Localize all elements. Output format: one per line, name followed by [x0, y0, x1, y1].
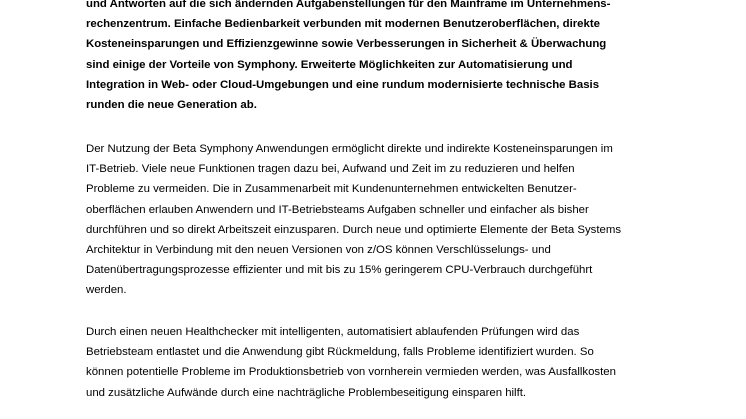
lead-line: sind einige der Vorteile von Symphony. Erweiterte Möglichkeiten zur Automatisierung und: [86, 58, 573, 71]
body-line: Datenübertragungsprozesse effizienter und mit bis zu 15% geringerem CPU-Verbrauch durchgeführt: [86, 264, 593, 277]
body-line: Architektur in Verbindung mit den neuen Versionen von z/OS können Verschlüsselungs- und: [86, 244, 551, 257]
body-line: oberflächen erlauben Anwendern und IT-Betriebsteams Aufgaben schneller und einfacher als bisher: [86, 203, 589, 216]
lead-paragraph: [86, 0, 610, 115]
body-line: IT-Betrieb. Viele neue Funktionen tragen dazu bei, Aufwand und Zeit im zu reduzieren und helfen: [86, 163, 575, 176]
body-line: Betriebsteam entlastet und die Anwendung gibt Rückmeldung, falls Probleme identifiziert wurden. So: [86, 346, 594, 359]
body-line: durchführen und so direkt Arbeitszeit einzusparen. Durch neue und optimierte Elemente der Beta Systems: [86, 223, 622, 236]
body-line: und zusätzliche Aufwände durch eine nachträgliche Problembeseitigung einsparen hilft.: [86, 386, 527, 399]
body-line: werden.: [86, 284, 127, 297]
lead-line: rechenzentrum. Einfache Bedienbarkeit verbunden mit modernen Benutzeroberflächen, direkte: [86, 18, 600, 31]
lead-line: Kosteneinsparungen und Effizienzgewinne sowie Verbesserungen in Sicherheit & Überwachung: [86, 38, 607, 51]
lead-line: Integration in Web- oder Cloud-Umgebungen und eine rundum modernisierte technische Basis: [86, 78, 600, 91]
lead-line: und Antworten auf die sich ändernden Aufgabenstellungen für den Mainframe im Unternehmens-: [86, 0, 611, 10]
body-line: Der Nutzung der Beta Symphony Anwendungen ermöglicht direkte und indirekte Kosteneinsparungen im: [86, 143, 613, 155]
body-line: Durch einen neuen Healthchecker mit intelligenten, automatisiert ablaufenden Prüfungen wird das: [86, 326, 580, 338]
body-line: können potentielle Probleme im Produktionsbetrieb von vornherein vermieden werden, was Ausfallkosten: [86, 366, 616, 379]
body-line: Probleme zu vermeiden. Die in Zusammenarbeit mit Kundenunternehmen entwickelten Benutzer-: [86, 183, 577, 196]
body-paragraph-healthchecker: [86, 322, 616, 403]
lead-line: runden die neue Generation ab.: [86, 99, 257, 112]
body-paragraph-cost-savings: [86, 139, 621, 301]
